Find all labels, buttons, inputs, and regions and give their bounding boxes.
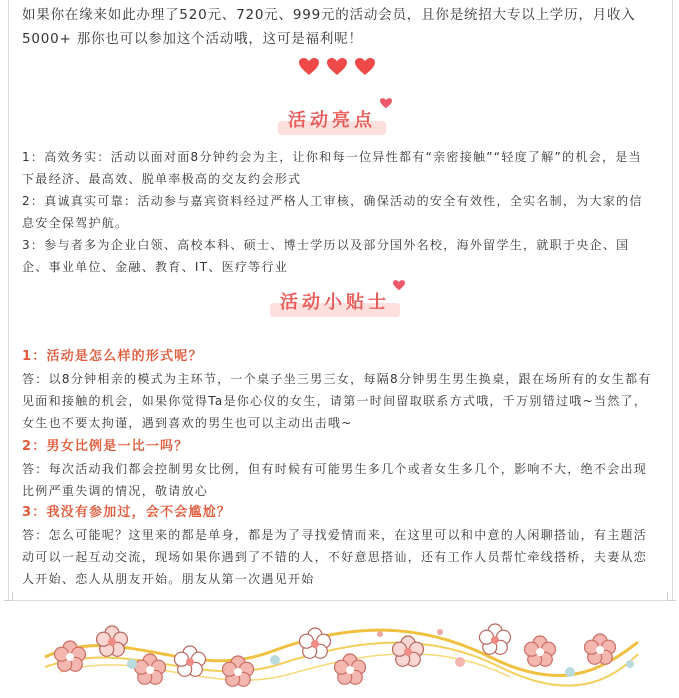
- flower-icon: [175, 646, 206, 676]
- faq-question: 2：男女比例是一比一吗？: [22, 439, 189, 454]
- flower-icon: [300, 628, 331, 658]
- flower-icon: [97, 626, 128, 656]
- section-title-highlights-wrap: [262, 106, 402, 132]
- highlight-item: 3：参与者多为企业白领、高校本科、硕士、博士学历以及部分国外名校，海外留学生，就职于央企、国企、事业单位、金融、教育、IT、医疗等行业: [22, 238, 630, 274]
- section-title-tips-wrap: [255, 288, 415, 314]
- faq-question: 3：我没有参加过，会不会尴尬？: [22, 505, 232, 520]
- heart-icon: [327, 58, 347, 76]
- highlight-item: 1：高效务实：活动以面对面8分钟约会为主，让你和每一位异性都有“亲密接触”“轻度了解”的机会，是当下最经济、最高效、脱单率极高的交友约会形式: [22, 150, 642, 186]
- faq-answer: 答：每次活动我们都会控制男女比例，但有时候有可能男生多几个或者女生多几个，影响不大，绝不会出现比例严重失调的情况，敬请放心: [22, 462, 648, 498]
- flower-icon: [585, 634, 616, 664]
- flower-icon: [525, 636, 556, 666]
- heart-icon: [299, 58, 319, 76]
- corner-mark-left: [4, 592, 13, 601]
- flower-icon: [480, 624, 511, 654]
- section-title-highlights: 活动亮点: [280, 106, 384, 132]
- small-heart-icon: [393, 280, 405, 291]
- intro-paragraph: 如果你在缘来如此办理了520元、720元、999元的活动会员，且你是统招大专以上学历，月收入5000+ 那你也可以参加这个活动哦，这可是福利呢！: [22, 7, 636, 47]
- heart-divider: [299, 58, 375, 76]
- flower-icon: [393, 636, 424, 666]
- highlight-item: 2：真诚真实可靠：活动参与嘉宾资料经过严格人工审核，确保活动的安全有效性，全实名制，为大家的信息安全保驾护航。: [22, 194, 643, 230]
- faq-answer: 答：怎么可能呢？这里来的都是单身，都是为了寻找爱情而来，在这里可以和中意的人闲聊搭讪，有主题活动可以一起互动交流，现场如果你遇到了不错的人，不好意思搭讪，还有工作人员帮忙牵线搭桥，夫妻从恋人开始、恋人从朋友开始。朋友从第一次遇见开始: [22, 528, 648, 586]
- faq-question: 1：活动是怎么样的形式呢？: [22, 349, 203, 364]
- section-title-tips: 活动小贴士: [272, 288, 398, 314]
- flower-garland-decoration: [40, 612, 640, 694]
- faq-answer: 答：以8分钟相亲的模式为主环节，一个桌子坐三男三女，每隔8分钟男生男生换桌，跟在场所有的女生都有见面和接触的机会，如果你觉得Ta是你心仪的女生，请第一时间留取联系方式哦，千万别错过哦~当然了，女生也不要太拘谨，遇到喜欢的男生也可以主动出击哦~: [22, 372, 652, 430]
- small-heart-icon: [380, 98, 392, 109]
- corner-mark-right: [667, 592, 676, 601]
- heart-icon: [355, 58, 375, 76]
- flower-icon: [135, 654, 166, 684]
